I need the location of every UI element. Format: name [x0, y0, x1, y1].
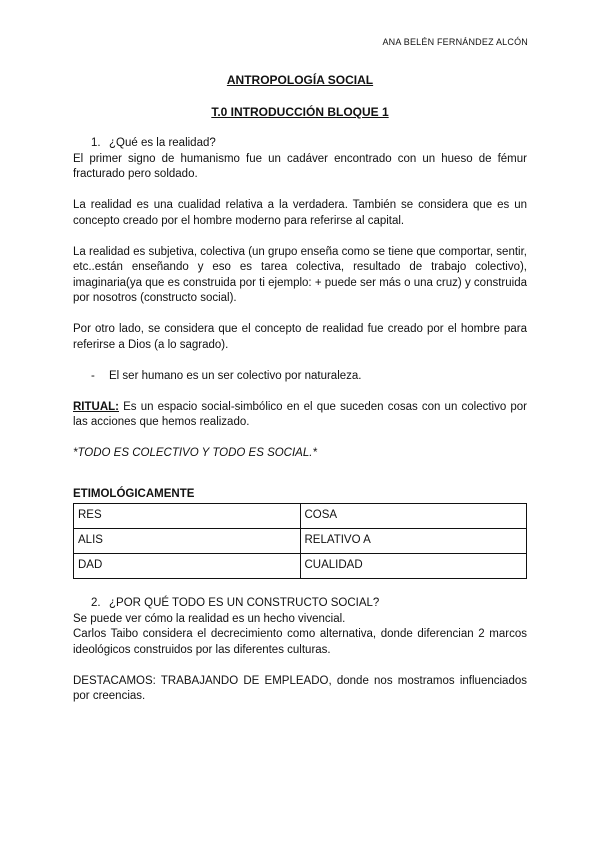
spacer	[73, 658, 527, 674]
paragraph: El primer signo de humanismo fue un cadáver encontrado con un hueso de fémur fracturado pero soldado.	[73, 152, 527, 180]
section-1-question-text: ¿Qué es la realidad?	[109, 137, 216, 149]
section-1	[73, 136, 527, 462]
spacer	[73, 353, 527, 369]
paragraph: Se puede ver cómo la realidad es un hecho vivencial.	[73, 612, 346, 625]
section-2-question-text: ¿POR QUÉ TODO ES UN CONSTRUCTO SOCIAL?	[109, 597, 380, 609]
paragraph: DESTACAMOS: TRABAJANDO DE EMPLEADO, donde nos mostramos influenciados por creencias.	[73, 674, 527, 702]
section-1-question	[73, 136, 527, 152]
table-cell: DAD	[74, 553, 301, 578]
spacer	[73, 183, 527, 199]
table-row	[74, 528, 527, 553]
paragraph: La realidad es una cualidad relativa a la verdadera. También se considera que es un concepto creado por el hombre moderno para referirse al capital.	[73, 199, 527, 227]
emphasis-statement: *TODO ES COLECTIVO Y TODO ES SOCIAL.*	[73, 447, 317, 459]
paragraph: La realidad es subjetiva, colectiva (un grupo enseña como se tiene que comportar, sentir, etc..están enseñando y eso es tarea colectiva, resultado de trabajo colectivo), imaginaria(ya que es construida por ti ejemplo: + puede ser más o una cruz) y construida por nosotros (constructo social).	[73, 245, 527, 304]
table-cell: CUALIDAD	[300, 553, 527, 578]
spacer	[73, 384, 527, 400]
ritual-text: Es un espacio social-simbólico en el que suceden cosas con un colectivo por las acciones que hemos realizado.	[73, 400, 527, 428]
document-subtitle: T.0 INTRODUCCIÓN BLOQUE 1	[211, 105, 389, 119]
spacer	[73, 229, 527, 245]
bullet-dash: -	[91, 369, 95, 382]
etymology-table	[73, 503, 527, 579]
document-title: ANTROPOLOGÍA SOCIAL	[226, 73, 374, 87]
table-cell: RELATIVO A	[300, 528, 527, 553]
table-cell: RES	[74, 503, 301, 528]
ritual-definition	[73, 400, 527, 431]
spacer	[73, 431, 527, 447]
section-1-number: 1.	[91, 137, 101, 149]
etymology-heading: ETIMOLÓGICAMENTE	[73, 488, 195, 500]
etymology-section	[73, 487, 527, 579]
table-cell: ALIS	[74, 528, 301, 553]
bullet-item	[73, 369, 527, 385]
ritual-label: RITUAL:	[73, 400, 119, 413]
spacer	[73, 307, 527, 323]
header-author: ANA BELÉN FERNÁNDEZ ALCÓN	[382, 37, 528, 47]
section-2	[73, 596, 527, 705]
table-cell: COSA	[300, 503, 527, 528]
table-row	[74, 503, 527, 528]
paragraph: Carlos Taibo considera el decrecimiento como alternativa, donde diferencian 2 marcos ideológicos construidos por las diferentes culturas.	[73, 628, 527, 656]
section-2-number: 2.	[91, 597, 101, 609]
bullet-text: El ser humano es un ser colectivo por naturaleza.	[109, 369, 362, 382]
paragraph: Por otro lado, se considera que el concepto de realidad fue creado por el hombre para referirse a Dios (a lo sagrado).	[73, 323, 527, 351]
section-2-question	[73, 596, 527, 612]
table-row	[74, 553, 527, 578]
